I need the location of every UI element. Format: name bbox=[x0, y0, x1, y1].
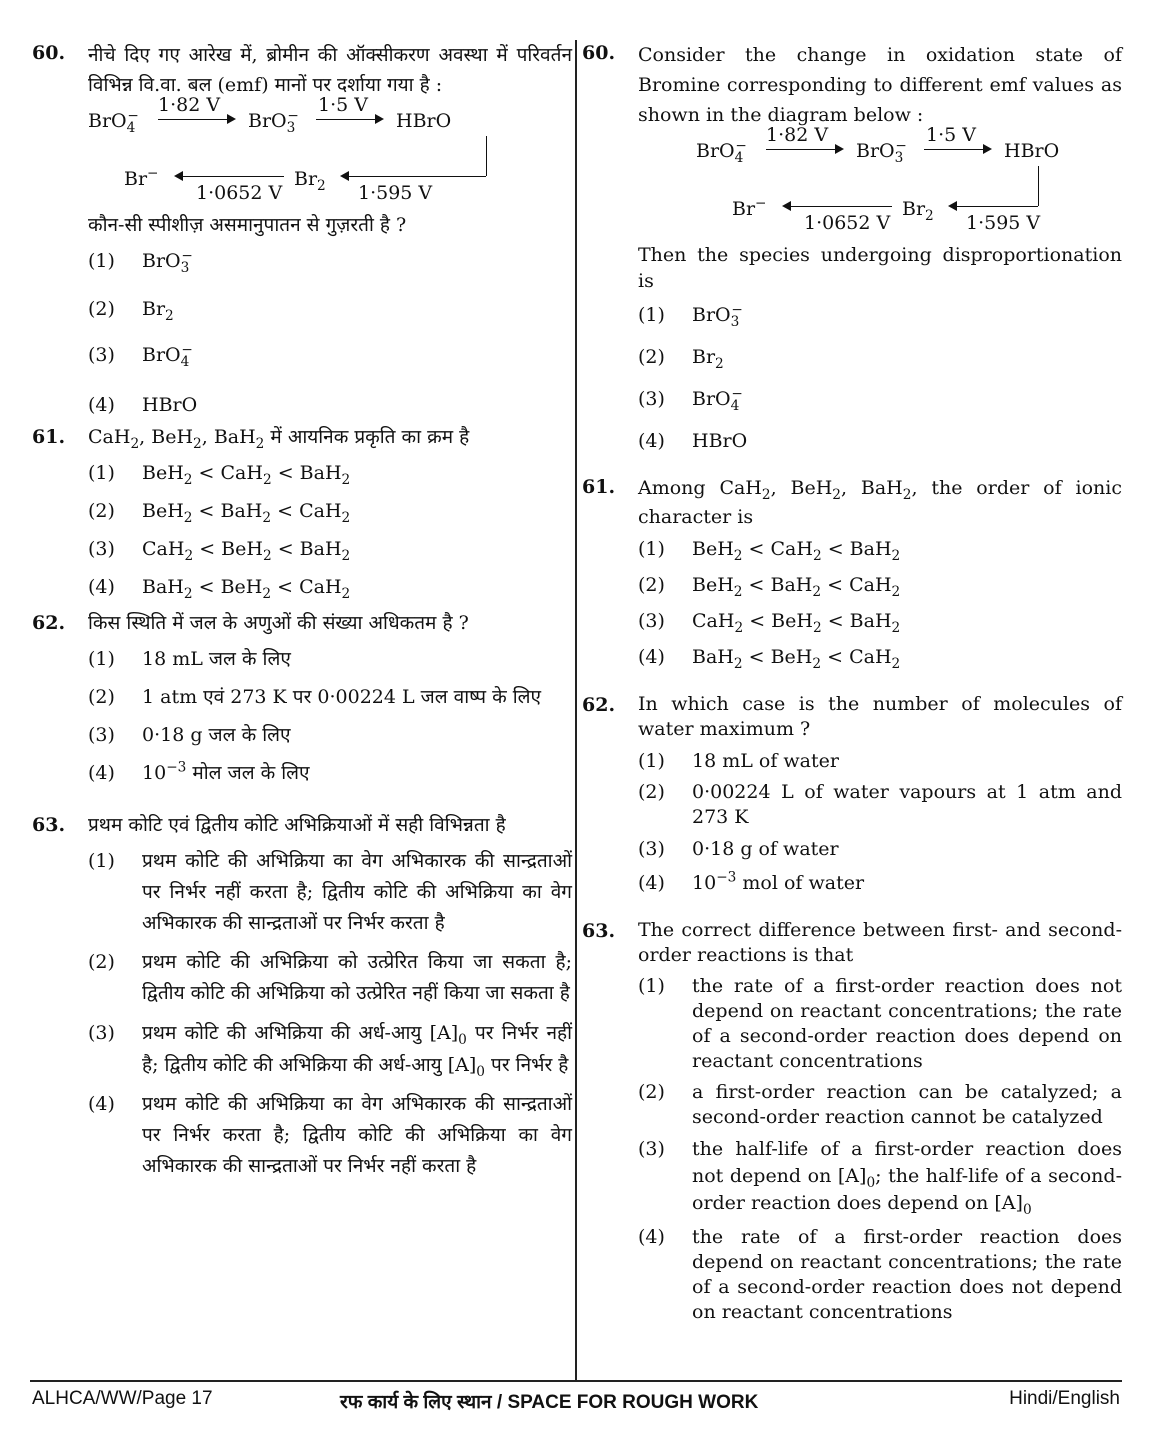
question-61-hindi: 61. CaH$_2$, BeH$_2$, BaH$_2$ में आयनिक प्रकृति का क्रम है (1) BeH$_2$ < CaH$_2$ < BaH$_2$ (2) BeH$_2$ < BaH$_2$ < CaH$_2$ (3) CaH$_2$ < BeH$_2$ < BaH$_2$ (4) BaH$_2$ < BeH$_2$ < CaH$_2$ bbox=[32, 424, 572, 606]
question-text: प्रथम कोटि एवं द्वितीय कोटि अभिक्रियाओं में सही विभिन्नता है bbox=[88, 814, 506, 836]
footer-rule bbox=[30, 1380, 1122, 1382]
question-prompt: कौन-सी स्पीशीज़ असमानुपातन से गुज़रती है ? bbox=[88, 214, 407, 236]
species-bro4: BrO$_4$− bbox=[696, 137, 747, 166]
option-3: (3) the half-life of a first-order reaction does not depend on $[A]_0$; the half-life of a second-order reaction does depend on $[A]_0$ bbox=[638, 1138, 1122, 1218]
option-4: (4) BaH$_2$ < BeH$_2$ < CaH$_2$ bbox=[88, 576, 351, 602]
option-3: (3) 0·18 g जल के लिए bbox=[88, 724, 291, 746]
emf-label: 1·0652 V bbox=[196, 182, 283, 204]
arrow-right bbox=[316, 119, 382, 120]
oxidation-diagram bbox=[696, 124, 1122, 236]
question-text: Among CaH$_2$, BeH$_2$, BaH$_2$, the order of ionic character is bbox=[638, 477, 1122, 528]
option-1: (1) BrO$_3$− bbox=[88, 247, 193, 276]
option-2: (2) BeH$_2$ < BaH$_2$ < CaH$_2$ bbox=[638, 574, 901, 600]
species-hbro: HBrO bbox=[1004, 140, 1060, 162]
species-bro3: BrO$_3$− bbox=[856, 137, 907, 166]
option-3: (3) CaH$_2$ < BeH$_2$ < BaH$_2$ bbox=[638, 610, 901, 636]
emf-label: 1·0652 V bbox=[804, 212, 891, 234]
emf-label: 1·82 V bbox=[158, 94, 221, 116]
option-1: (1) 18 mL of water bbox=[638, 750, 839, 772]
question-text: Consider the change in oxidation state of Bromine corresponding to different emf values as shown in the diagram below : bbox=[638, 44, 1122, 126]
question-text: CaH$_2$, BeH$_2$, BaH$_2$ में आयनिक प्रकृति का क्रम है bbox=[88, 426, 470, 452]
emf-label: 1·5 V bbox=[926, 124, 976, 146]
question-60-hindi bbox=[32, 40, 572, 420]
arrow-right bbox=[766, 149, 842, 150]
option-2: (2) a first-order reaction can be catalyzed; a second-order reaction cannot be catalyzed bbox=[638, 1081, 1122, 1128]
option-4: (4) HBrO bbox=[88, 394, 198, 416]
option-3: (3) CaH$_2$ < BeH$_2$ < BaH$_2$ bbox=[88, 538, 351, 564]
option-1: (1) BrO$_3$− bbox=[638, 301, 743, 330]
option-2: (2) BeH$_2$ < BaH$_2$ < CaH$_2$ bbox=[88, 500, 351, 526]
question-63-hindi: 63. प्रथम कोटि एवं द्वितीय कोटि अभिक्रियाओं में सही विभिन्नता है (1) प्रथम कोटि की अभिक्रिया का वेग अभिकारक की सान्द्रताओं पर निर्भर नहीं करता है; द्वितीय कोटि की अभिक्रिया का वेग अभिकारक की सान्द्रताओं पर निर्भर करता है (2) प्रथम कोटि की अभिक्रिया को उत्प्रेरित किया जा सकता है; द्वितीय कोटि की अभिक्रिया को उत्प्रेरित नहीं किया जा सकता है (3) प्रथम कोटि की अभिक्रिया की अर्ध-आयु $[A]_0$ पर निर्भर नहीं है; द्वितीय कोटि की अभिक्रिया की अर्ध-आयु $[A]_0$ पर निर्भर है (4) प्रथम कोटि की अभिक्रिया का वेग अभिकारक की सान्द्रताओं पर निर्भर करता है; द्वितीय कोटि की अभिक्रिया का वेग अभिकारक की सान्द्रताओं पर निर्भर नहीं करता है bbox=[32, 812, 572, 1182]
option-1: (1) 18 mL जल के लिए bbox=[88, 648, 291, 670]
option-2: (2) प्रथम कोटि की अभिक्रिया को उत्प्रेरित किया जा सकता है; द्वितीय कोटि की अभिक्रिया को उत्प्रेरित नहीं किया जा सकता है bbox=[88, 951, 572, 1004]
option-3: (3) प्रथम कोटि की अभिक्रिया की अर्ध-आयु $[A]_0$ पर निर्भर नहीं है; द्वितीय कोटि की अभिक्रिया की अर्ध-आयु $[A]_0$ पर निर्भर है bbox=[88, 1022, 572, 1080]
hindi-column bbox=[32, 40, 572, 1182]
question-text: नीचे दिए गए आरेख में, ब्रोमीन की ऑक्सीकरण अवस्था में परिवर्तन विभिन्न वि.वा. बल (emf) मानों पर दर्शाया गया है : bbox=[88, 44, 572, 96]
arrow-left bbox=[784, 206, 892, 207]
option-2: (2) $Br_2$ bbox=[88, 298, 174, 324]
option-1: (1) BeH$_2$ < CaH$_2$ < BaH$_2$ bbox=[638, 538, 901, 564]
column-divider bbox=[575, 40, 577, 1380]
species-br-minus: Br− bbox=[732, 195, 767, 220]
arrow-right bbox=[924, 149, 990, 150]
option-3: (3) 0·18 g of water bbox=[638, 838, 839, 860]
emf-label: 1·82 V bbox=[766, 124, 829, 146]
question-prompt: Then the species undergoing disproportionation is bbox=[638, 244, 1122, 292]
option-2: (2) 0·00224 L of water vapours at 1 atm and 273 K bbox=[638, 781, 1122, 828]
question-number: 60. bbox=[32, 42, 66, 64]
connector-line bbox=[486, 136, 487, 176]
option-4: (4) HBrO bbox=[638, 430, 748, 452]
option-3: (3) BrO$_4$− bbox=[88, 341, 193, 370]
question-text: किस स्थिति में जल के अणुओं की संख्या अधिकतम है ? bbox=[88, 612, 469, 634]
footer-page-code: ALHCA/WW/Page 17 bbox=[32, 1388, 213, 1409]
species-br-minus: Br− bbox=[124, 165, 159, 190]
emf-label: 1·595 V bbox=[966, 212, 1041, 234]
option-1: (1) प्रथम कोटि की अभिक्रिया का वेग अभिकारक की सान्द्रताओं पर निर्भर नहीं करता है; द्वितीय कोटि की अभिक्रिया का वेग अभिकारक की सान्द्रताओं पर निर्भर करता है bbox=[88, 850, 572, 934]
option-4: (4) BaH$_2$ < BeH$_2$ < CaH$_2$ bbox=[638, 646, 901, 672]
species-bro4: BrO$_4$− bbox=[88, 107, 139, 136]
question-60-english: 60. Consider the change in oxidation state of Bromine corresponding to different emf values as shown in the diagram below : BrO$_4$− 1·82 V BrO$_3$− 1·5 V HBrO 1·595 V $Br_2$ 1·0652 V Br− Then the species undergoing disproportionation is (1) BrO$_3$− (2) $Br_2$ (3) BrO$_4$− (4) HBrO bbox=[582, 40, 1122, 468]
option-3: (3) BrO$_4$− bbox=[638, 385, 743, 414]
option-4: (4) $10^{-3}$ मोल जल के लिए bbox=[88, 759, 310, 784]
footer-language: Hindi/English bbox=[1009, 1388, 1120, 1409]
species-br2: $Br_2$ bbox=[294, 168, 326, 194]
footer-rough-work: रफ कार्य के लिए स्थान / SPACE FOR ROUGH WORK bbox=[340, 1392, 759, 1413]
question-text: The correct difference between first- and second-order reactions is that bbox=[638, 919, 1122, 966]
option-2: (2) 1 atm एवं 273 K पर 0·00224 L जल वाष्प के लिए bbox=[88, 686, 542, 708]
option-4: (4) $10^{-3}$ mol of water bbox=[638, 869, 865, 894]
oxidation-diagram bbox=[88, 94, 572, 206]
arrow-left bbox=[176, 176, 284, 177]
option-1: (1) the rate of a first-order reaction does not depend on reactant concentrations; the rate of a second-order reaction does depend on reactant concentrations bbox=[638, 975, 1122, 1072]
arrow-left bbox=[342, 176, 486, 177]
species-bro3: BrO$_3$− bbox=[248, 107, 299, 136]
english-column bbox=[582, 40, 1122, 1325]
option-2: (2) $Br_2$ bbox=[638, 346, 724, 372]
species-br2: $Br_2$ bbox=[902, 198, 934, 224]
option-1: (1) BeH$_2$ < CaH$_2$ < BaH$_2$ bbox=[88, 462, 351, 488]
question-62-hindi: 62. किस स्थिति में जल के अणुओं की संख्या अधिकतम है ? (1) 18 mL जल के लिए (2) 1 atm एवं 273 K पर 0·00224 L जल वाष्प के लिए (3) 0·18 g जल के लिए (4) $10^{-3}$ मोल जल के लिए bbox=[32, 610, 572, 808]
arrow-right bbox=[158, 119, 234, 120]
question-63-english: 63. The correct difference between first- and second-order reactions is that (1) the rate of a first-order reaction does not depend on reactant concentrations; the rate of a second-order reaction does depend on reactant concentrations (2) a first-order reaction can be catalyzed; a second-order reaction cannot be catalyzed (3) the half-life of a first-order reaction does not depend on $[A]_0$; the half-life of a second-order reaction does depend on $[A]_0$ (4) the rate of a first-order reaction does depend on reactant concentrations; the rate of a second-order reaction does not depend on reactant concentrations bbox=[582, 919, 1122, 1323]
connector-line bbox=[1038, 166, 1039, 206]
question-61-english: 61. Among CaH$_2$, BeH$_2$, BaH$_2$, the order of ionic character is (1) BeH$_2$ < CaH$_2$ < BaH$_2$ (2) BeH$_2$ < BaH$_2$ < CaH$_2$ (3) CaH$_2$ < BeH$_2$ < BaH$_2$ (4) BaH$_2$ < BeH$_2$ < CaH$_2$ bbox=[582, 474, 1122, 688]
arrow-left bbox=[950, 206, 1038, 207]
option-4: (4) प्रथम कोटि की अभिक्रिया का वेग अभिकारक की सान्द्रताओं पर निर्भर करता है; द्वितीय कोटि की अभिक्रिया का वेग अभिकारक की सान्द्रताओं पर निर्भर नहीं करता है bbox=[88, 1093, 572, 1177]
species-hbro: HBrO bbox=[396, 110, 452, 132]
emf-label: 1·5 V bbox=[318, 94, 368, 116]
question-text: In which case is the number of molecules of water maximum ? bbox=[638, 693, 1122, 740]
emf-label: 1·595 V bbox=[358, 182, 433, 204]
question-62-english: 62. In which case is the number of molecules of water maximum ? (1) 18 mL of water (2) 0·00224 L of water vapours at 1 atm and 273 K (3) 0·18 g of water (4) $10^{-3}$ mol of water bbox=[582, 692, 1122, 916]
option-4: (4) the rate of a first-order reaction does depend on reactant concentrations; the rate of a second-order reaction does not depend on reactant concentrations bbox=[638, 1226, 1122, 1323]
